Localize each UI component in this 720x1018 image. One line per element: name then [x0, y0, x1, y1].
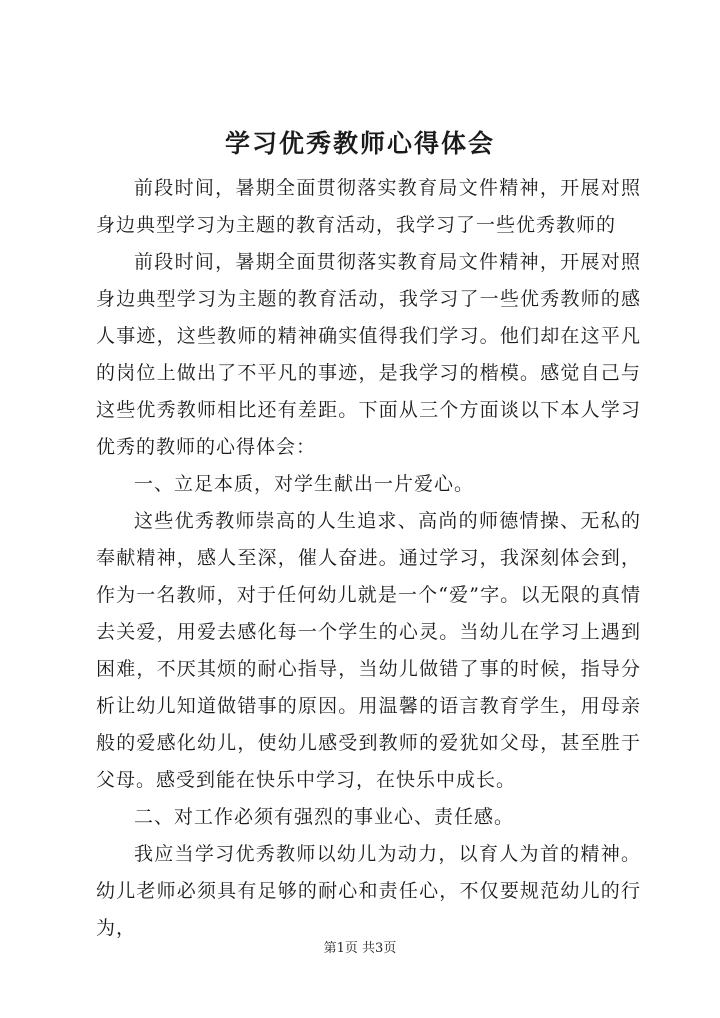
section-heading-one: 一、立足本质，对学生献出一片爱心。	[134, 473, 475, 495]
paragraph-intro: 前段时间，暑期全面贯彻落实教育局文件精神，开展对照身边典型学习为主题的教育活动，我学习了一些优秀教师的感人事迹，这些教师的精神确实值得我们学习。他们却在这平凡的岗位上做出了不平凡的事迹，是我学习的楷模。感觉自己与这些优秀教师相比还有差距。下面从三个方面谈以下本人学习优秀的教师的心得体会：	[96, 251, 641, 458]
paragraph-section-two: 我应当学习优秀教师以幼儿为动力，以育人为首的精神。幼儿老师必须具有足够的耐心和责任心，不仅要规范幼儿的行为，	[96, 843, 641, 939]
document-title: 学习优秀教师心得体会	[224, 129, 495, 158]
page-number-footer: 第1页 共3页	[323, 941, 397, 956]
paragraph-section-one: 这些优秀教师崇高的人生追求、高尚的师德情操、无私的奉献精神，感人至深，催人奋进。通过学习，我深刻体会到，作为一名教师，对于任何幼儿就是一个“爱”字。以无限的真情去关爱，用爱去感化每一个学生的心灵。当幼儿在学习上遇到困难，不厌其烦的耐心指导，当幼儿做错了事的时候，指导分析让幼儿知道做错事的原因。用温馨的语言教育学生，用母亲般的爱感化幼儿，使幼儿感受到教师的爱犹如父母，甚至胜于父母。感受到能在快乐中学习，在快乐中成长。	[96, 510, 641, 791]
section-heading-two: 二、对工作必须有强烈的事业心、责任感。	[134, 806, 515, 828]
document-body	[96, 170, 641, 947]
paragraph-intro-truncated: 前段时间，暑期全面贯彻落实教育局文件精神，开展对照身边典型学习为主题的教育活动，我学习了一些优秀教师的	[96, 177, 641, 236]
